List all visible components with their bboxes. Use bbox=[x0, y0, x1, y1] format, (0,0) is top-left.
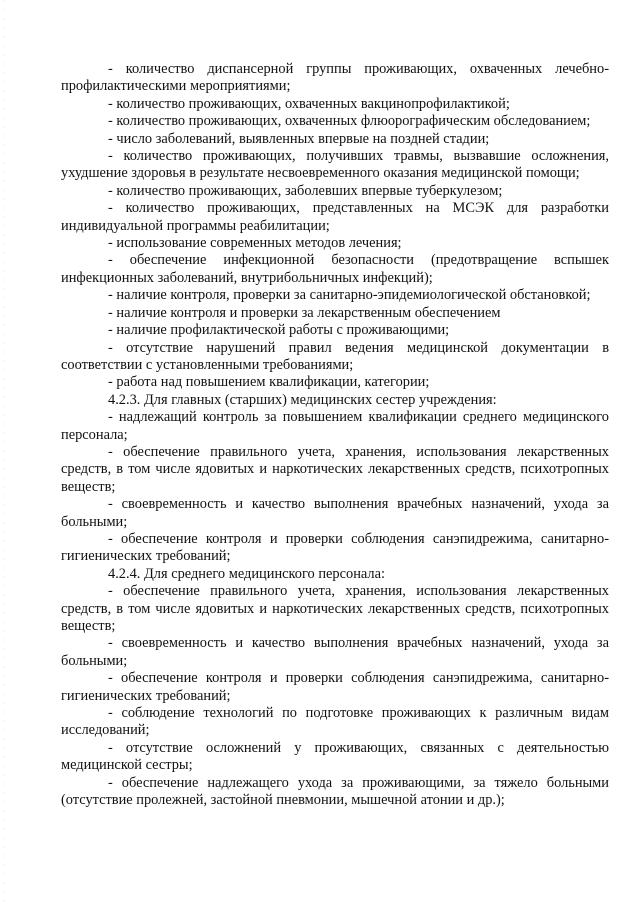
paragraph-msek: - количество проживающих, представленных на МСЭК для разработки индивидуальной программы реабилитации; bbox=[61, 200, 609, 234]
paragraph-drug-control: - наличие контроля и проверки за лекарственным обеспечением bbox=[108, 304, 501, 321]
paragraph-sanepid-control: - обеспечение контроля и проверки соблюдения санэпидрежима, санитарно-гигиенических требований; bbox=[61, 530, 609, 565]
paragraph-sanitary-control: - наличие контроля, проверки за санитарно-эпидемиологической обстановкой; bbox=[108, 287, 591, 304]
paragraph-proper-care: - обеспечение надлежащего ухода за проживающими, за тяжело больными (отсутствие пролежней, застойной пневмонии, мышечной атонии и др.); bbox=[61, 774, 609, 809]
paragraph-dispensary-group: - количество диспансерной группы проживающих, охваченных лечебно-профилактическими мероприятиями; bbox=[61, 61, 609, 95]
scan-edge-mark bbox=[4, 0, 5, 904]
paragraph-injuries: - количество проживающих, получивших травмы, вызвавшие осложнения, ухудшение здоровья в результате несвоевременного оказания медицинской помощи; bbox=[61, 148, 609, 182]
paragraph-preparation-technologies: - соблюдение технологий по подготовке проживающих к различным видам исследований; bbox=[61, 705, 609, 739]
section-heading-4-2-3: 4.2.3. Для главных (старших) медицинских сестер учреждения: bbox=[108, 391, 497, 408]
paragraph-tuberculosis: - количество проживающих, заболевших впервые туберкулезом; bbox=[108, 182, 503, 199]
section-heading-4-2-4: 4.2.4. Для среднего медицинского персонала: bbox=[108, 565, 385, 582]
paragraph-infection-safety: - обеспечение инфекционной безопасности (предотвращение вспышек инфекционных заболеваний, внутрибольничных инфекций); bbox=[61, 252, 609, 286]
paragraph-prescriptions-nurses: - своевременность и качество выполнения врачебных назначений, ухода за больными; bbox=[61, 635, 609, 669]
paragraph-prescriptions: - своевременность и качество выполнения врачебных назначений, ухода за больными; bbox=[61, 496, 609, 530]
paragraph-drug-accounting: - обеспечение правильного учета, хранения, использования лекарственных средств, в том числе ядовитых и наркотических лекарственных средств, психотропных веществ; bbox=[61, 443, 609, 495]
paragraph-sanepid-control-nurses: - обеспечение контроля и проверки соблюдения санэпидрежима, санитарно-гигиенических требований; bbox=[61, 670, 609, 704]
paragraph-staff-qualification-control: - надлежащий контроль за повышением квалификации среднего медицинского персонала; bbox=[61, 409, 609, 443]
paragraph-vaccination: - количество проживающих, охваченных вакцинопрофилактикой; bbox=[108, 95, 510, 112]
paragraph-documentation: - отсутствие нарушений правил ведения медицинской документации в соответствии с установленными требованиями; bbox=[61, 339, 609, 373]
paragraph-late-stage-diseases: - число заболеваний, выявленных впервые на поздней стадии; bbox=[108, 130, 490, 147]
paragraph-qualification: - работа над повышением квалификации, категории; bbox=[108, 374, 430, 391]
paragraph-drug-accounting-nurses: - обеспечение правильного учета, хранения, использования лекарственных средств, в том числе ядовитых и наркотических лекарственных средств, психотропных веществ; bbox=[61, 583, 609, 634]
paragraph-fluorography: - количество проживающих, охваченных флюорографическим обследованием; bbox=[108, 113, 591, 130]
document-page bbox=[61, 61, 609, 809]
paragraph-modern-methods: - использование современных методов лечения; bbox=[108, 235, 402, 252]
paragraph-prevention-work: - наличие профилактической работы с проживающими; bbox=[108, 322, 450, 339]
paragraph-no-complications: - отсутствие осложнений у проживающих, связанных с деятельностью медицинской сестры; bbox=[61, 739, 609, 774]
